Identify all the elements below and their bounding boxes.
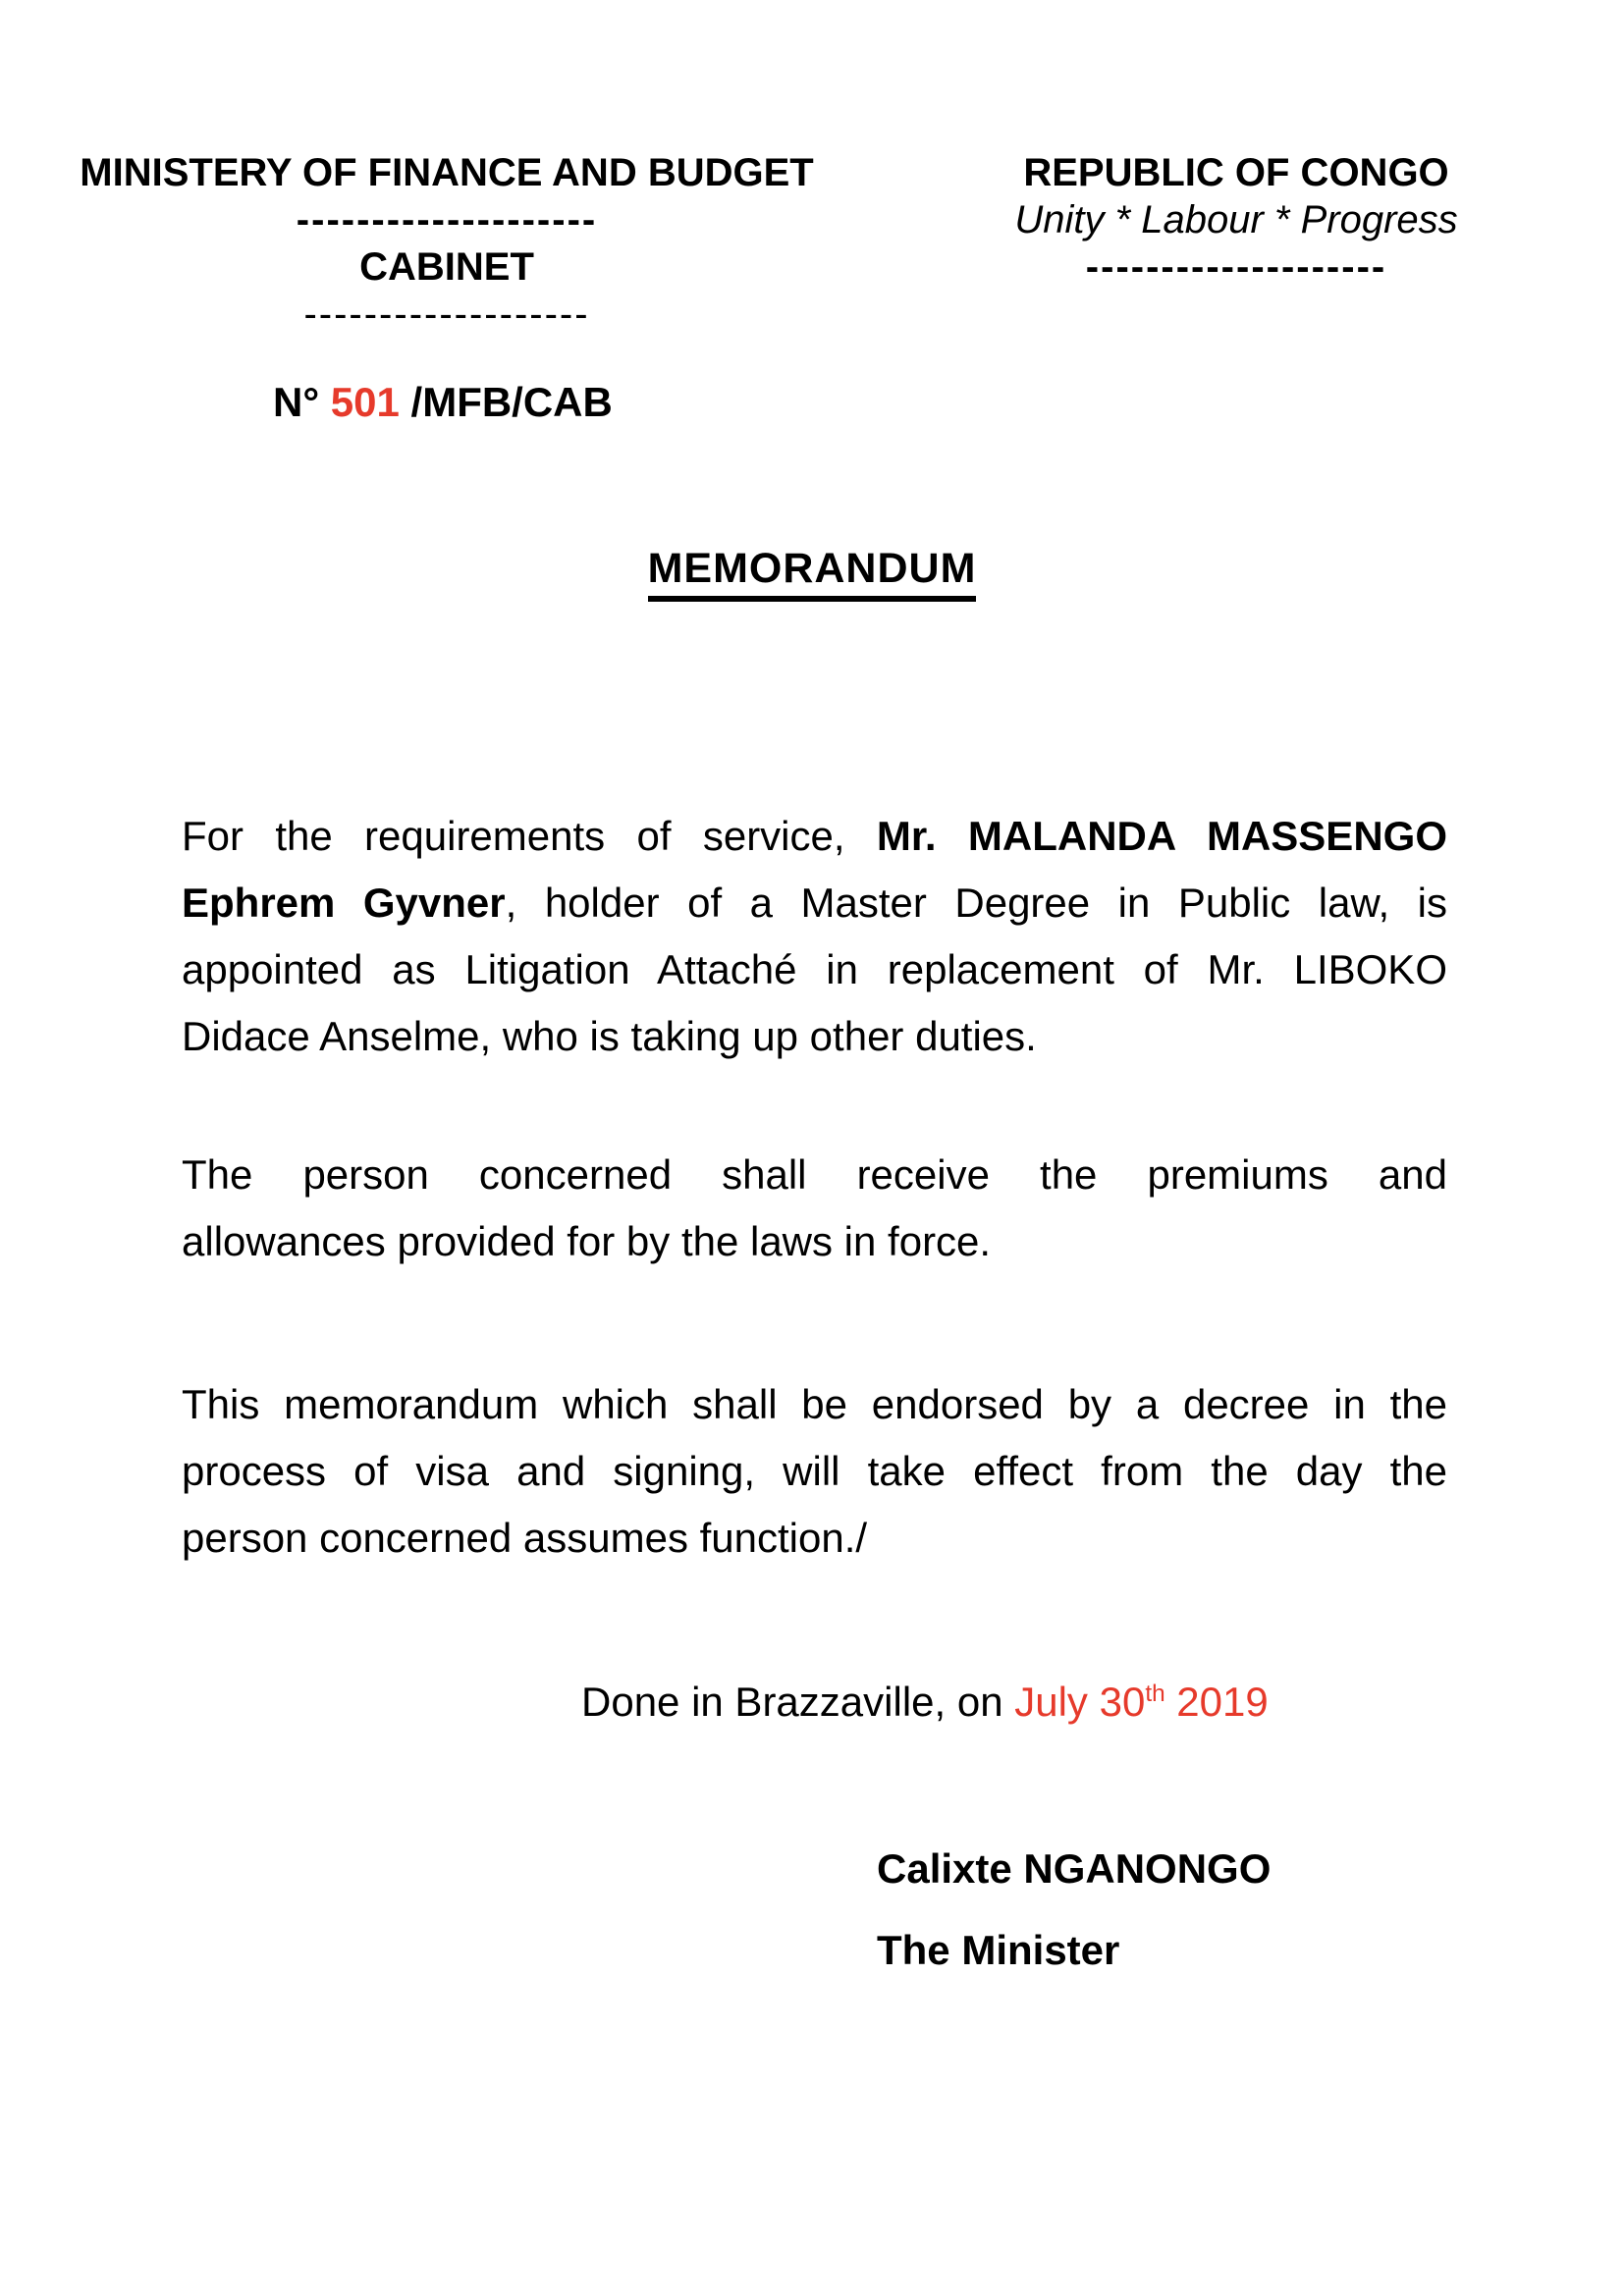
signatory-name: Calixte NGANONGO <box>877 1845 1272 1892</box>
appointee-name: Mr. MALANDA MASSENGO <box>876 813 1447 859</box>
appointee-name: Ephrem Gyvner <box>182 880 506 926</box>
letterhead <box>0 0 1624 338</box>
body-line: Didace Anselme, who is taking up other duties. <box>182 1013 1037 1059</box>
body-line <box>182 803 1447 870</box>
signature-block <box>877 1845 1624 1974</box>
dashed-divider: -------------------- <box>296 198 598 241</box>
dateline-year: 2019 <box>1164 1679 1269 1725</box>
cabinet-label: CABINET <box>359 245 534 289</box>
body-line: The person concerned shall receive the premiums and <box>182 1151 1447 1198</box>
dateline-ordinal-suffix: th <box>1145 1681 1165 1707</box>
paragraph-endorsement <box>182 1371 1447 1572</box>
reference-number <box>273 379 1624 426</box>
body-line: This memorandum which shall be endorsed by a decree in the <box>182 1381 1447 1427</box>
dateline-date-main: July 30 <box>1014 1679 1146 1725</box>
republic-name: REPUBLIC OF CONGO <box>1023 151 1449 194</box>
dateline-prefix: Done in Brazzaville, on <box>581 1679 1015 1725</box>
letterhead-left-block <box>74 149 820 338</box>
memo-title-row <box>0 546 1624 602</box>
body-line: allowances provided for by the laws in force. <box>182 1218 992 1264</box>
paragraph-appointment <box>182 803 1447 1070</box>
dateline <box>581 1669 1624 1735</box>
reference-suffix: /MFB/CAB <box>399 379 613 425</box>
reference-prefix: N° <box>273 379 331 425</box>
body-line <box>182 870 1447 936</box>
national-motto: Unity * Labour * Progress <box>1014 198 1458 241</box>
reference-number-value: 501 <box>330 379 400 425</box>
letterhead-right-block <box>1005 149 1467 338</box>
dateline-date <box>1014 1679 1269 1725</box>
paragraph-premiums <box>182 1142 1447 1275</box>
dashed-divider: -------------------- <box>1085 245 1387 289</box>
body-line: appointed as Litigation Attaché in replacement of Mr. LIBOKO <box>182 946 1447 992</box>
body-line: person concerned assumes function./ <box>182 1515 868 1561</box>
body-text-segment: , holder of a Master Degree in Public law, is <box>505 880 1447 926</box>
memo-title: MEMORANDUM <box>648 546 977 602</box>
memo-body <box>182 803 1447 1572</box>
ministry-name: MINISTERY OF FINANCE AND BUDGET <box>80 151 814 194</box>
body-text-segment: For the requirements of service, <box>182 813 877 859</box>
body-line: process of visa and signing, will take effect from the day the <box>182 1448 1447 1494</box>
signatory-title: The Minister <box>877 1927 1120 1973</box>
dashed-divider: ------------------- <box>303 293 590 336</box>
